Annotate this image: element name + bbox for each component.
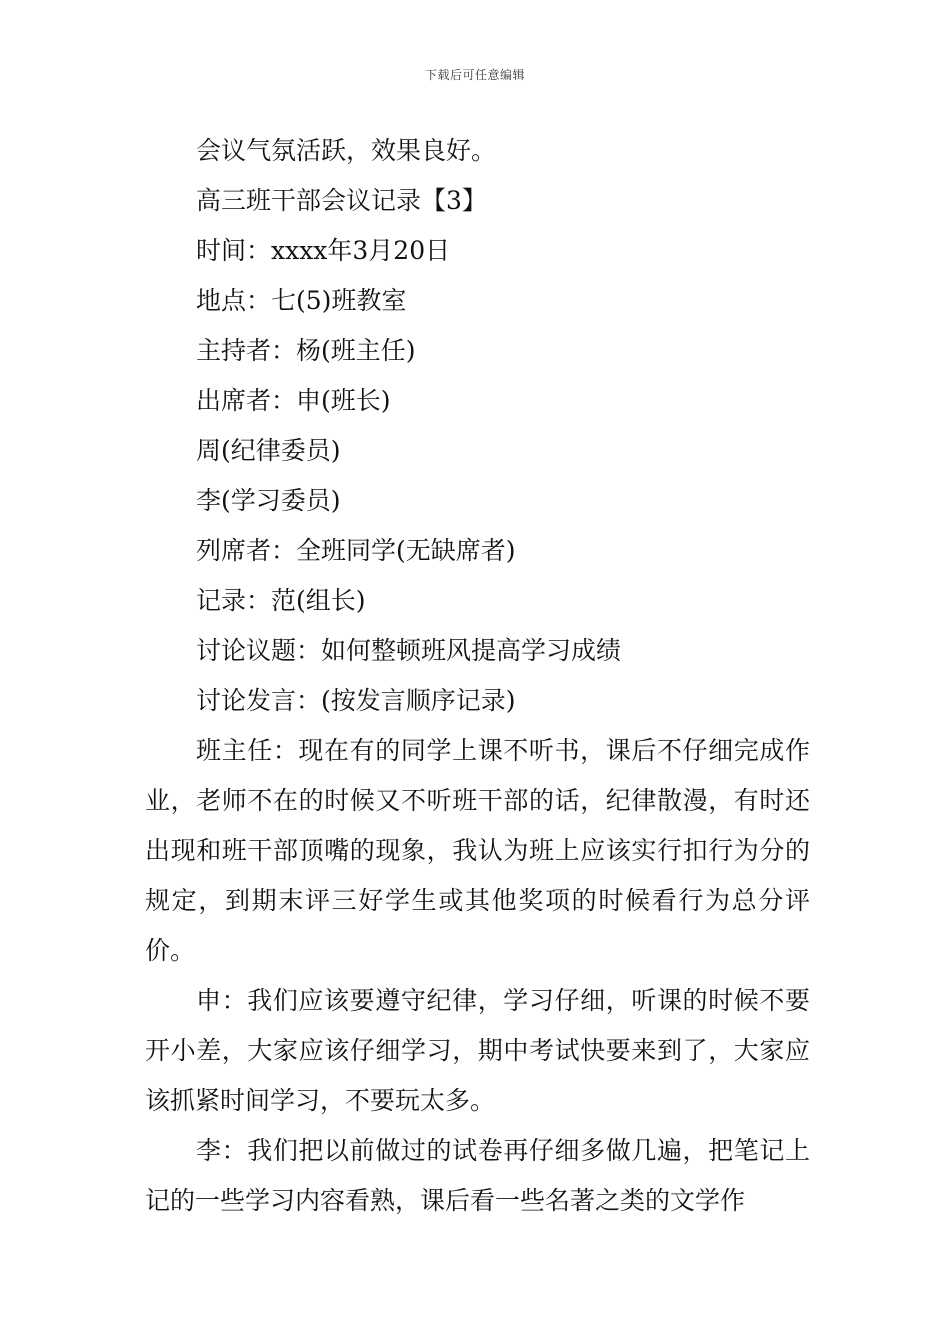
speech-paragraph: 李：我们把以前做过的试卷再仔细多做几遍，把笔记上记的一些学习内容看熟，课后看一些名著之类的文学作 (145, 1136, 810, 1215)
section-title: 高三班干部会议记录【3】 (196, 186, 487, 215)
meeting-time: 时间：xxxx年3月20日 (196, 236, 451, 265)
meeting-observers: 列席者：全班同学(无缺席者) (196, 536, 516, 565)
meeting-recorder: 记录：范(组长) (196, 586, 366, 615)
meeting-host: 主持者：杨(班主任) (196, 336, 416, 365)
meeting-attendee: 周(纪律委员) (196, 436, 341, 465)
text-line: 会议气氛活跃，效果良好。 (196, 136, 497, 165)
document-body (145, 126, 810, 1226)
discussion-heading: 讨论发言：(按发言顺序记录) (196, 686, 516, 715)
page-header: 下载后可任意编辑 (424, 68, 525, 82)
discussion-topic: 讨论议题：如何整顿班风提高学习成绩 (196, 636, 622, 665)
meeting-attendee: 李(学习委员) (196, 486, 341, 515)
meeting-location: 地点：七(5)班教室 (196, 286, 407, 315)
speech-paragraph: 申：我们应该要遵守纪律，学习仔细，听课的时候不要开小差，大家应该仔细学习，期中考试快要来到了，大家应该抓紧时间学习，不要玩太多。 (145, 986, 810, 1115)
meeting-attendee: 出席者：申(班长) (196, 386, 391, 415)
speech-paragraph: 班主任：现在有的同学上课不听书，课后不仔细完成作业，老师不在的时候又不听班干部的话，纪律散漫，有时还出现和班干部顶嘴的现象，我认为班上应该实行扣行为分的规定，到期末评三好学生或其他奖项的时候看行为总分评价。 (145, 736, 810, 965)
